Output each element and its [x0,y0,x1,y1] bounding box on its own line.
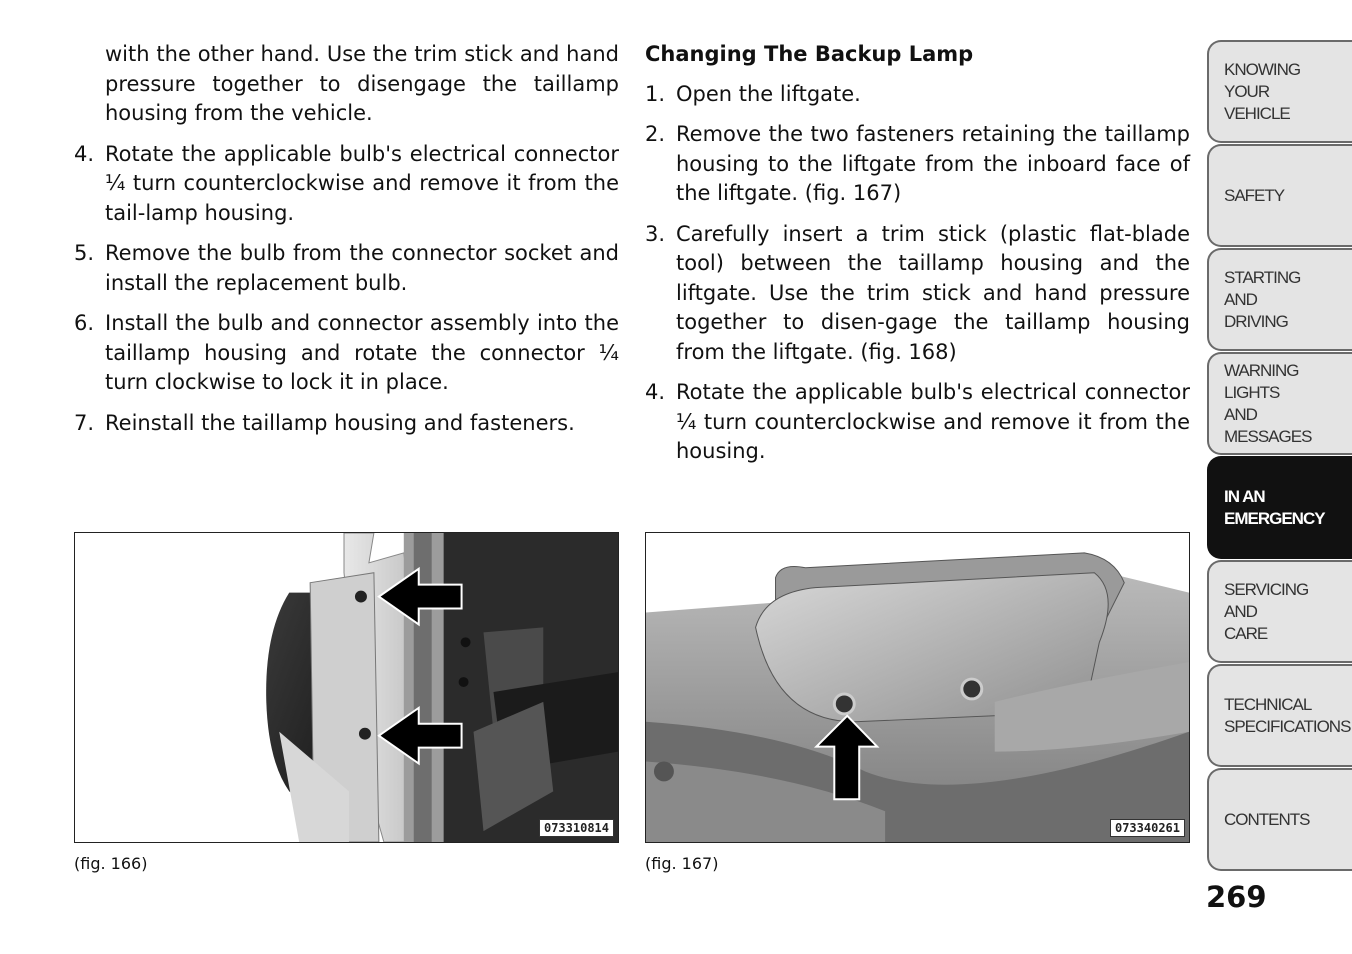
step-number: 1. [645,81,666,106]
step-item [74,140,619,229]
tab-starting-and-driving[interactable]: STARTING AND DRIVING [1207,248,1352,351]
step-number: 2. [645,122,666,146]
step-item [74,239,619,298]
right-column [645,40,1190,478]
figure-code: 073310814 [539,819,614,837]
tab-knowing-your-vehicle[interactable]: KNOWING YOUR VEHICLE [1207,40,1352,143]
step-text: Rotate the applicable bulb's electrical connector ¼ turn counterclockwise and remove it from the tail-lamp housing. [105,141,619,225]
step-number: 4. [74,141,95,166]
chapter-tabs [1207,40,1352,872]
continuation-paragraph: with the other hand. Use the trim stick and hand pressure together to disengage the taillamp housing from the vehicle. [105,42,619,125]
step-item [74,409,619,439]
step-item [645,378,1190,467]
figure-167-illustration [645,532,1190,843]
figure-caption: (fig. 166) [74,854,148,873]
step-item [74,309,619,398]
step-item [645,80,1190,110]
step-text: Open the liftgate. [676,81,861,106]
step-text: Carefully insert a trim stick (plastic flat-blade tool) between the taillamp housing and the liftgate. Use the trim stick and hand pressure together to disen-gage the taillamp housing from the liftgate. (fig. 168) [676,221,1190,364]
figure-166-illustration [74,532,619,843]
figure-caption: (fig. 167) [645,854,719,873]
tab-safety[interactable]: SAFETY [1207,144,1352,247]
page-number: 269 [1206,880,1267,914]
step-text: Rotate the applicable bulb's electrical connector ¼ turn counterclockwise and remove it from the housing. [676,380,1190,463]
liftgate-illustration [646,533,1189,842]
step-text: Remove the bulb from the connector socket and install the replacement bulb. [105,241,619,295]
step-number: 5. [74,241,95,265]
step-text: Reinstall the taillamp housing and fasteners. [105,410,575,435]
figure-code: 073340261 [1110,819,1185,837]
section-heading: Changing The Backup Lamp [645,42,974,66]
step-number: 3. [645,221,666,246]
tab-contents[interactable]: CONTENTS [1207,768,1352,871]
step-number: 4. [645,380,666,404]
step-text: Install the bulb and connector assembly into the taillamp housing and rotate the connector ¼ turn clockwise to lock it in place. [105,311,619,394]
step-number: 7. [74,410,95,435]
step-number: 6. [74,311,95,335]
tab-technical-specifications[interactable]: TECHNICAL SPECIFICATIONS [1207,664,1352,767]
taillamp-illustration [75,533,618,842]
tab-in-an-emergency[interactable]: IN AN EMERGENCY [1207,456,1352,559]
step-text: Remove the two fasteners retaining the taillamp housing to the liftgate from the inboard face of the liftgate. (fig. 167) [676,122,1190,205]
left-column [74,40,619,449]
tab-servicing-and-care[interactable]: SERVICING AND CARE [1207,560,1352,663]
tab-warning-lights-and-messages[interactable]: WARNING LIGHTS AND MESSAGES [1207,352,1352,455]
step-item [645,120,1190,209]
step-item [645,220,1190,368]
